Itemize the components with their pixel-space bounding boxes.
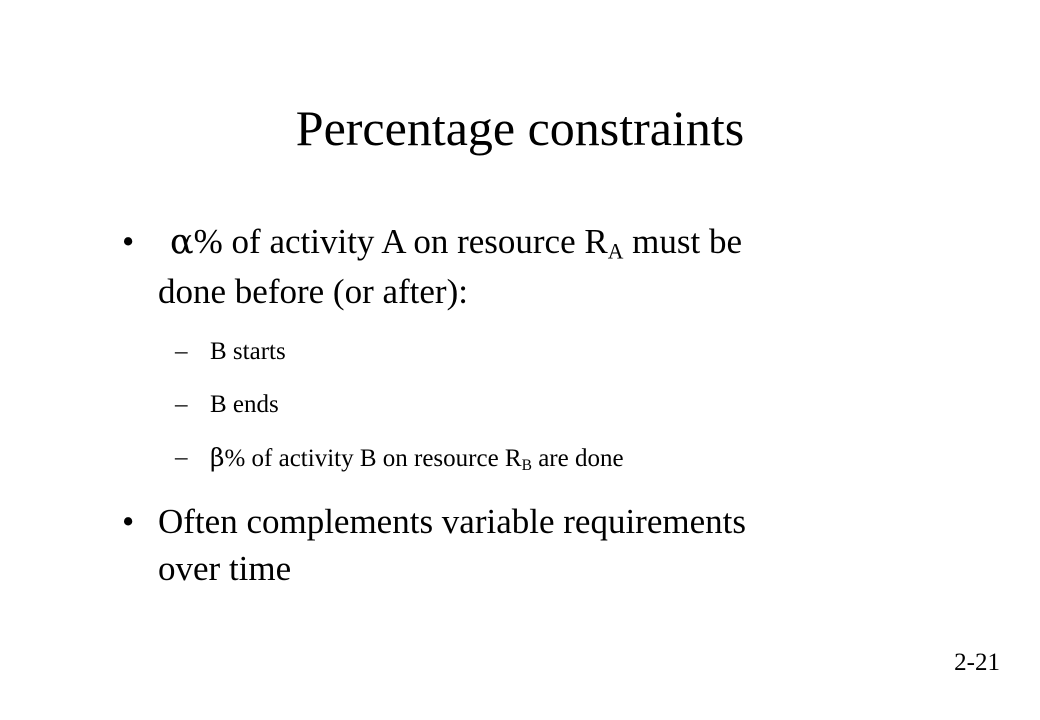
sub-item-dash: – [175, 444, 188, 471]
sub-item-beta [210, 442, 624, 475]
sub-item-dash: – [175, 391, 188, 418]
bullet-2-line-1: Often complements variable requirements [158, 502, 746, 541]
slide-title: Percentage constraints [295, 100, 745, 156]
sub-item-dash: – [175, 338, 188, 365]
beta-symbol: β [210, 443, 225, 472]
subscript-a: A [607, 239, 624, 264]
sub-item-b-ends: B ends [210, 391, 279, 418]
sub-item-beta-end: are done [531, 445, 624, 472]
bullet-1-text: % of activity A on resource R [193, 222, 608, 261]
bullet-2-line-2: over time [158, 549, 292, 588]
page-number: 2-21 [954, 649, 1000, 676]
bullet-1-text-end: must be [623, 222, 742, 261]
bullet-marker: • [122, 502, 135, 541]
alpha-symbol: α [170, 222, 194, 262]
bullet-1-line-1 [170, 218, 742, 266]
subscript-b: B [521, 456, 532, 474]
bullet-marker: • [122, 222, 135, 261]
sub-item-b-starts: B starts [210, 338, 286, 365]
sub-item-beta-text: % of activity B on resource R [224, 445, 522, 472]
bullet-1-line-2: done before (or after): [158, 272, 468, 311]
